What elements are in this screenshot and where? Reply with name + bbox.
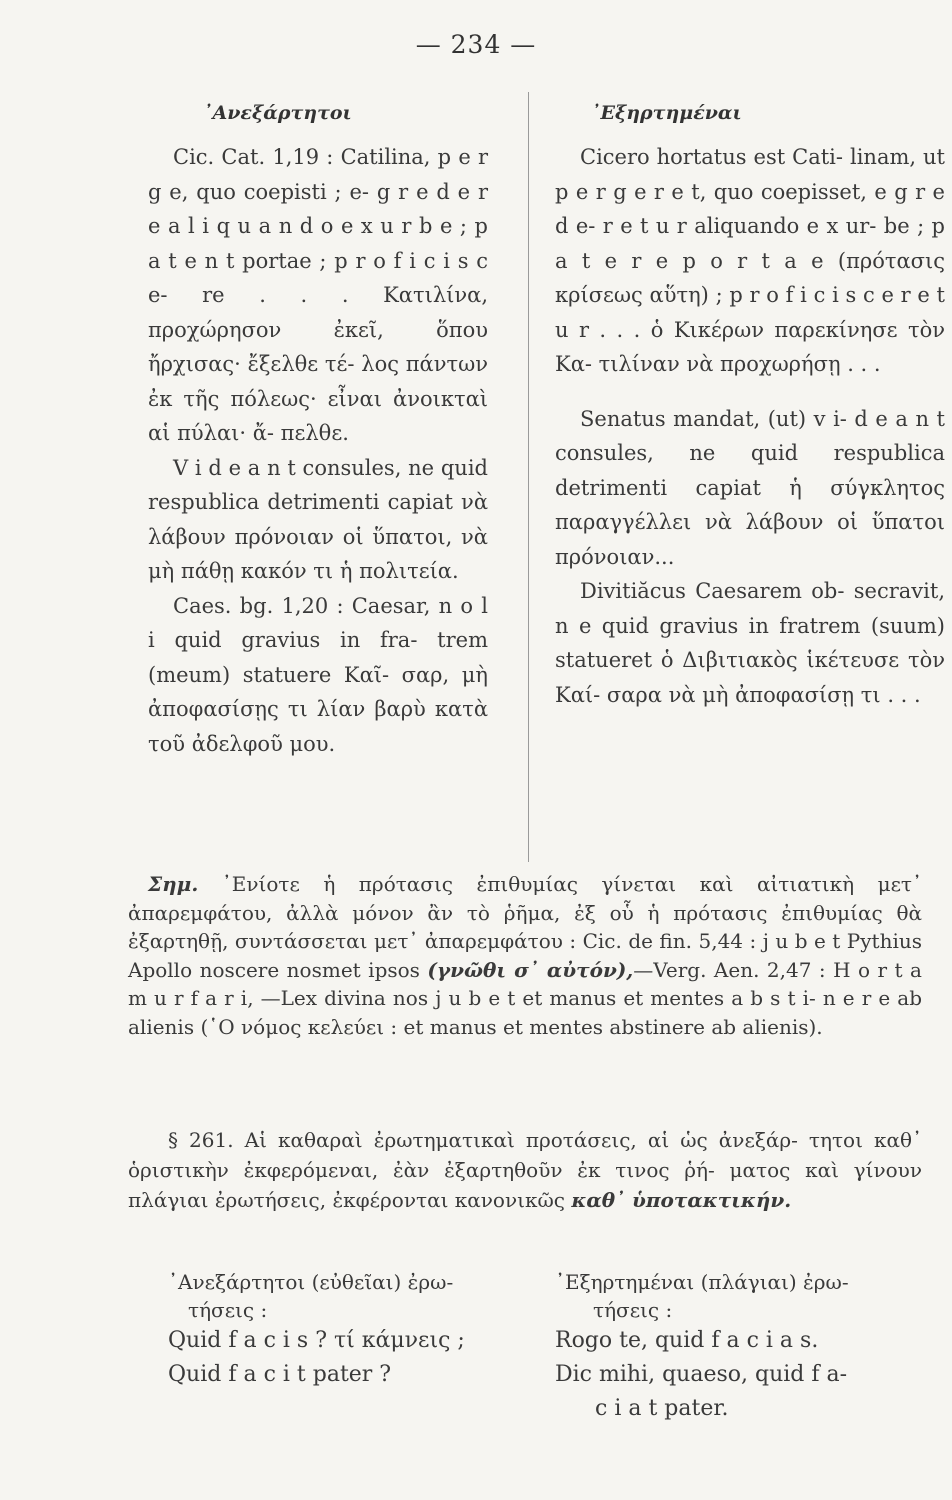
bottom-left-examples — [128, 1268, 488, 1392]
column-divider — [528, 92, 529, 862]
bottom-left-heading-2: τήσεις : — [188, 1298, 268, 1322]
left-column — [148, 98, 488, 761]
bottom-right-examples — [555, 1268, 945, 1426]
right-column — [555, 98, 945, 712]
bottom-right-heading-2: τήσεις : — [593, 1298, 673, 1322]
bottom-left-example-1: Quid f a c i s ? τί κάμνεις ; — [168, 1328, 465, 1353]
note-greek-quote: (γνῶθι σ᾿ αὐτόν), — [427, 957, 634, 982]
section-261 — [128, 1125, 922, 1215]
bottom-right-heading-1: ᾿Εξηρτημέναι (πλάγιαι) ἐρω- — [555, 1270, 849, 1294]
note-text: ᾿Ενίοτε ἡ πρότασις ἐπιθυμίας γίνεται καὶ αἰτιατικὴ μετ᾿ ἀπαρεμφάτου, ἀλλὰ μόνον ἂν τὸ ῥῆμα, ἐξ οὗ ἡ πρότασις ἐπιθυμίας θὰ ἐξαρτηθῇ, συντάσσεται μετ᾿ ἀπαρεμφάτου : Cic. de fin. 5,44 : j u b e t Pythius Apollo noscere nosmet ipsos — [128, 872, 922, 982]
bottom-right-example-2: Dic mihi, quaeso, quid f a- — [555, 1362, 848, 1387]
page-number: — 234 — — [415, 30, 537, 59]
right-paragraph-3: Divitiăcus Caesarem ob- secravit, n e quid gravius in fratrem (suum) statueret ὁ Διβιτιακὸς ἱκέτευσε τὸν Καί- σαρα νὰ μὴ ἀποφασίσῃ τι . . . — [555, 579, 945, 707]
section-number: § 261. — [168, 1128, 234, 1152]
left-column-heading: ᾿Ανεξάρτητοι — [203, 102, 352, 124]
left-paragraph-3: Caes. bg. 1,20 : Caesar, n o l i quid gravius in fra- trem (meum) statuere Καῖ- σαρ, μὴ ἀποφασίσῃς τι λίαν βαρὺ κατὰ τοῦ ἀδελφοῦ μου. — [148, 593, 488, 756]
right-paragraph-2: Senatus mandat, (ut) v i- d e a n t consules, ne quid respublica detrimenti capiat ἡ σύγκλητος παραγγέλλει νὰ λάβουν οἱ ὕπατοι πρόνοιαν... — [555, 406, 945, 569]
note-text-continued: —Verg. Aen. 2,47 : H o r t a m u r f a r i, —Lex divina nos j u b e t et manus et mentes a b s t i- n e r e ab alienis (῾Ο νόμος κελεύει : et manus et mentes abstinere ab alienis). — [128, 957, 922, 1039]
section-emphasis: καθ᾿ ὑποτακτικήν. — [571, 1188, 792, 1212]
right-paragraph-1: Cicero hortatus est Cati- linam, ut p e r g e r e t, quo coepisset, e g r e d e- r e t u r aliquando e x ur- be ; p a t e r e p o r t a e (πρότασις κρίσεως αὕτη) ; p r o f i c i s c e r e t u r . . . ὁ Κικέρων παρεκίνησε τὸν Κα- τιλίναν νὰ προχωρήσῃ . . . — [555, 145, 945, 376]
section-text: Αἱ καθαραὶ ἐρωτηματικαὶ προτάσεις, αἱ ὡς ἀνεξάρ- τητοι καθ᾿ ὁριστικὴν ἐκφερόμεναι, ἐὰν ἐξαρτηθοῦν ἐκ τινος ῥή- ματος καὶ γίνουν πλάγιαι ἐρωτήσεις, ἐκφέρονται κανονικῶς — [128, 1128, 923, 1212]
note-label: Σημ. — [148, 872, 199, 896]
left-paragraph-1: Cic. Cat. 1,19 : Catilina, p e r g e, quo coepisti ; e- g r e d e r e a l i q u a n d o e x u r b e ; p a t e n t portae ; p r o f i c i s c e- re . . . Κατιλίνα, προχώρησον ἐκεῖ, ὅπου ἤρχισας· ἔξελθε τέ- λος πάντων ἐκ τῆς πόλεως· εἶναι ἀνοικταὶ αἱ πύλαι· ἄ- πελθε. — [148, 145, 488, 445]
note-block — [128, 870, 922, 1041]
paragraph-gap — [555, 382, 945, 402]
bottom-left-example-2: Quid f a c i t pater ? — [168, 1362, 392, 1387]
right-column-heading: ᾿Εξηρτημέναι — [591, 102, 742, 124]
bottom-right-example-1: Rogo te, quid f a c i a s. — [555, 1328, 819, 1353]
bottom-left-heading-1: ᾿Ανεξάρτητοι (εὐθεῖαι) ἐρω- — [168, 1270, 454, 1294]
bottom-right-example-3: c i a t pater. — [595, 1396, 729, 1421]
left-paragraph-2: V i d e a n t consules, ne quid respublica detrimenti capiat νὰ λάβουν πρόνοιαν οἱ ὕπατοι, νὰ μὴ πάθῃ κακόν τι ἡ πολιτεία. — [148, 455, 488, 583]
